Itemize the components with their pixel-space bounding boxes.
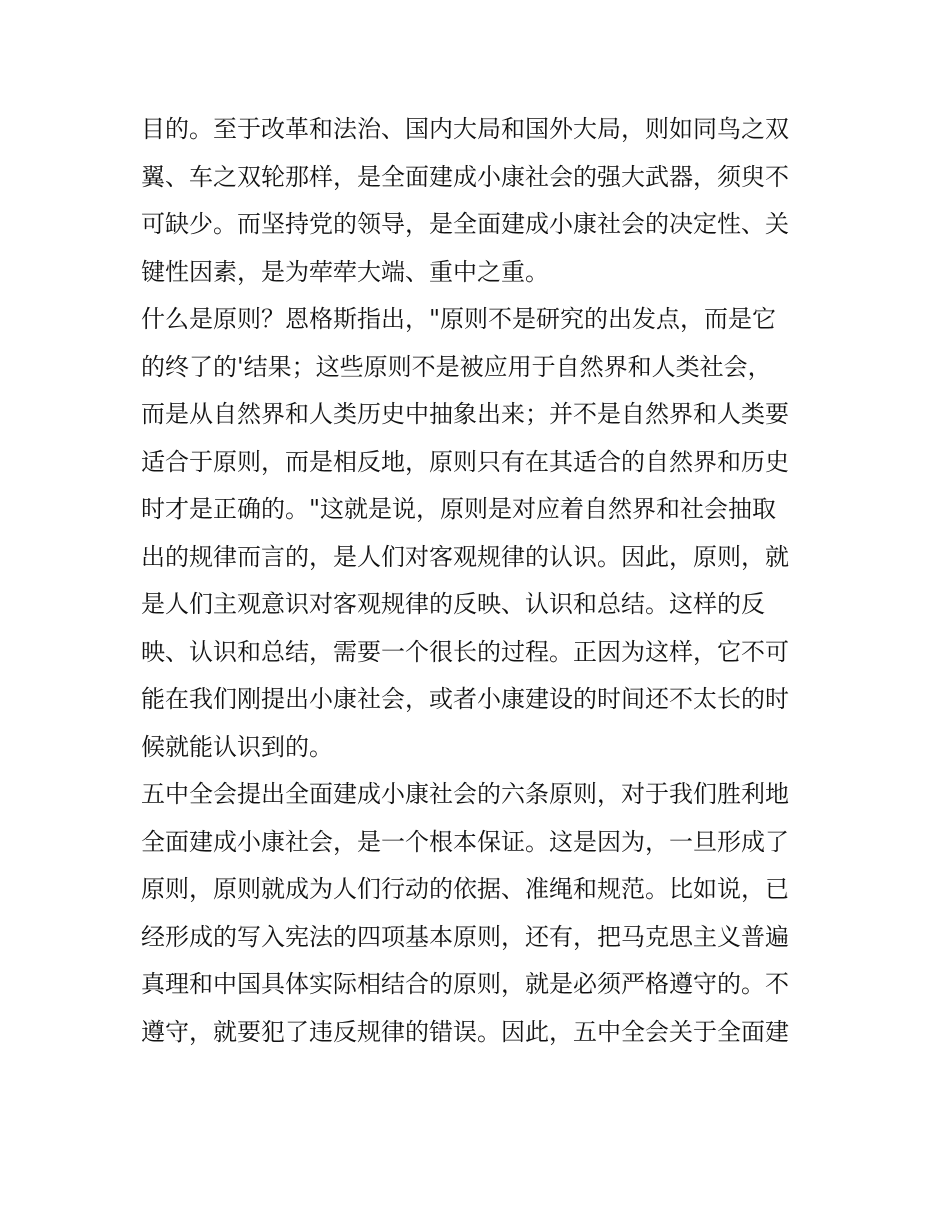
- text-line: 遵守，就要犯了违反规律的错误。因此，五中全会关于全面建: [141, 1017, 789, 1046]
- text-line: 原则，原则就成为人们行动的依据、准绳和规范。比如说，已: [141, 875, 789, 903]
- text-line: 出的规律而言的，是人们对客观规律的认识。因此，原则，就: [141, 542, 789, 571]
- document-body: [141, 106, 821, 1056]
- text-line: 键性因素，是为荦荦大端、重中之重。: [141, 257, 549, 286]
- text-line: 目的。至于改革和法治、国内大局和国外大局，则如同鸟之双: [141, 115, 789, 143]
- text-line: 能在我们刚提出小康社会，或者小康建设的时间还不太长的时: [141, 685, 789, 713]
- text-line: 经形成的写入宪法的四项基本原则，还有，把马克思主义普遍: [141, 922, 789, 951]
- text-line: 什么是原则？恩格斯指出，"原则不是研究的出发点，而是它: [141, 305, 777, 333]
- text-line: 映、认识和总结，需要一个很长的过程。正因为这样，它不可: [141, 637, 789, 666]
- text-line: 全面建成小康社会，是一个根本保证。这是因为，一旦形成了: [141, 827, 789, 856]
- text-line: 五中全会提出全面建成小康社会的六条原则，对于我们胜利地: [141, 780, 789, 808]
- text-line: 而是从自然界和人类历史中抽象出来；并不是自然界和人类要: [141, 400, 789, 428]
- text-line: 翼、车之双轮那样，是全面建成小康社会的强大武器，须臾不: [141, 162, 789, 191]
- text-line: 真理和中国具体实际相结合的原则，就是必须严格遵守的。不: [141, 970, 789, 998]
- text-line: 是人们主观意识对客观规律的反映、认识和总结。这样的反: [141, 590, 765, 618]
- text-line: 的终了的'结果；这些原则不是被应用于自然界和人类社会，: [141, 352, 772, 381]
- text-line: 可缺少。而坚持党的领导，是全面建成小康社会的决定性、关: [141, 210, 789, 238]
- text-line: 候就能认识到的。: [141, 732, 333, 761]
- text-line: 时才是正确的。"这就是说，原则是对应着自然界和社会抽取: [141, 495, 777, 523]
- text-line: 适合于原则，而是相反地，原则只有在其适合的自然界和历史: [141, 447, 789, 476]
